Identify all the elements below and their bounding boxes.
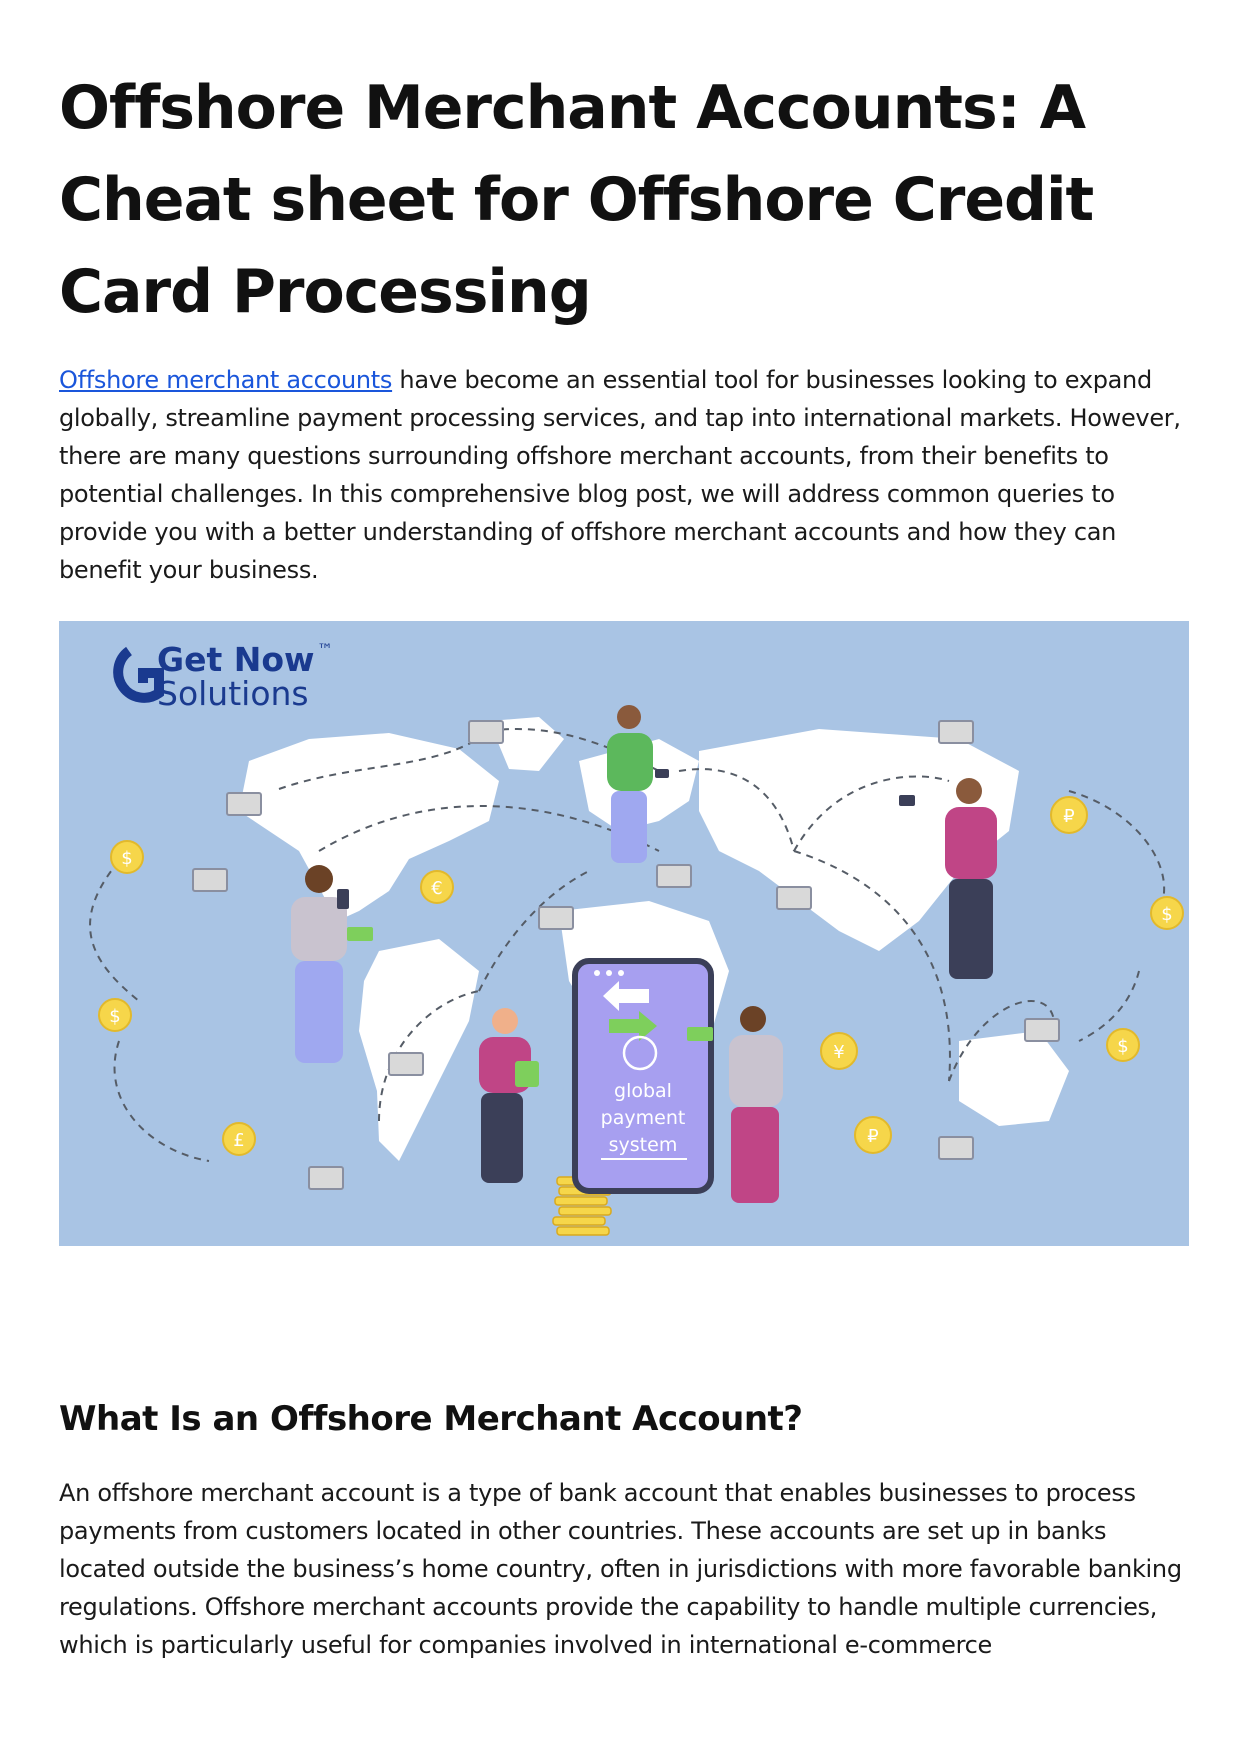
bank-icon	[469, 721, 503, 743]
coin-symbol: ₽	[867, 1126, 879, 1147]
device-text-payment: payment	[600, 1107, 686, 1129]
offshore-merchant-accounts-link[interactable]: Offshore merchant accounts	[59, 366, 393, 394]
coin-symbol: $	[1161, 904, 1173, 925]
intro-paragraph	[59, 361, 1189, 589]
world-payment-illustration	[59, 621, 1189, 1246]
bank-icon	[389, 1053, 423, 1075]
coin-symbol: £	[233, 1130, 245, 1151]
payment-device	[575, 934, 711, 1191]
section-heading: What Is an Offshore Merchant Account?	[59, 1399, 803, 1439]
bank-icon	[657, 865, 691, 887]
bank-icon	[193, 869, 227, 891]
bank-icon	[939, 721, 973, 743]
person-woman	[479, 1008, 539, 1183]
bank-icon	[309, 1167, 343, 1189]
coin-symbol: $	[1117, 1036, 1129, 1057]
hero-illustration	[59, 621, 1189, 1246]
brand-name-line2: Solutions	[157, 674, 309, 713]
intro-text: have become an essential tool for businesses looking to expand globally, streamline payment processing services, and tap into international markets. However, there are many questions surrounding offshore merchant accounts, from their benefits to potential challenges. In this comprehensive blog post, we will address common queries to provide you with a better understanding of offshore merchant accounts and how they can benefit your business.	[59, 366, 1181, 584]
device-text-system: system	[608, 1134, 678, 1156]
south-america	[359, 939, 479, 1161]
logo-icon	[118, 651, 159, 698]
coin-symbol: $	[109, 1006, 121, 1027]
bank-icon	[227, 793, 261, 815]
bank-icon	[539, 907, 573, 929]
device-text-global: global	[614, 1080, 672, 1102]
brand-logo	[118, 640, 333, 713]
bank-icon	[1025, 1019, 1059, 1041]
coin-symbol: €	[431, 878, 443, 899]
coin-symbol: ¥	[833, 1042, 845, 1063]
australia	[959, 1031, 1069, 1126]
bank-icon	[777, 887, 811, 909]
bank-icon	[939, 1137, 973, 1159]
trademark-mark: ™	[317, 640, 333, 659]
coin-symbol: $	[121, 848, 133, 869]
brand-name-line1: Get Now	[157, 640, 315, 679]
section-body: An offshore merchant account is a type of bank account that enables businesses to process payments from customers located in other countries. These accounts are set up in banks located outside the business’s home country, often in jurisdictions with more favorable banking regulations. Offshore merchant accounts provide the capability to handle multiple currencies, which is particularly useful for companies involved in international e-commerce	[59, 1479, 1182, 1659]
coin-symbol: ₽	[1063, 806, 1075, 827]
article-title: Offshore Merchant Accounts: A Cheat sheet for Offshore Credit Card Processing	[59, 73, 1094, 327]
